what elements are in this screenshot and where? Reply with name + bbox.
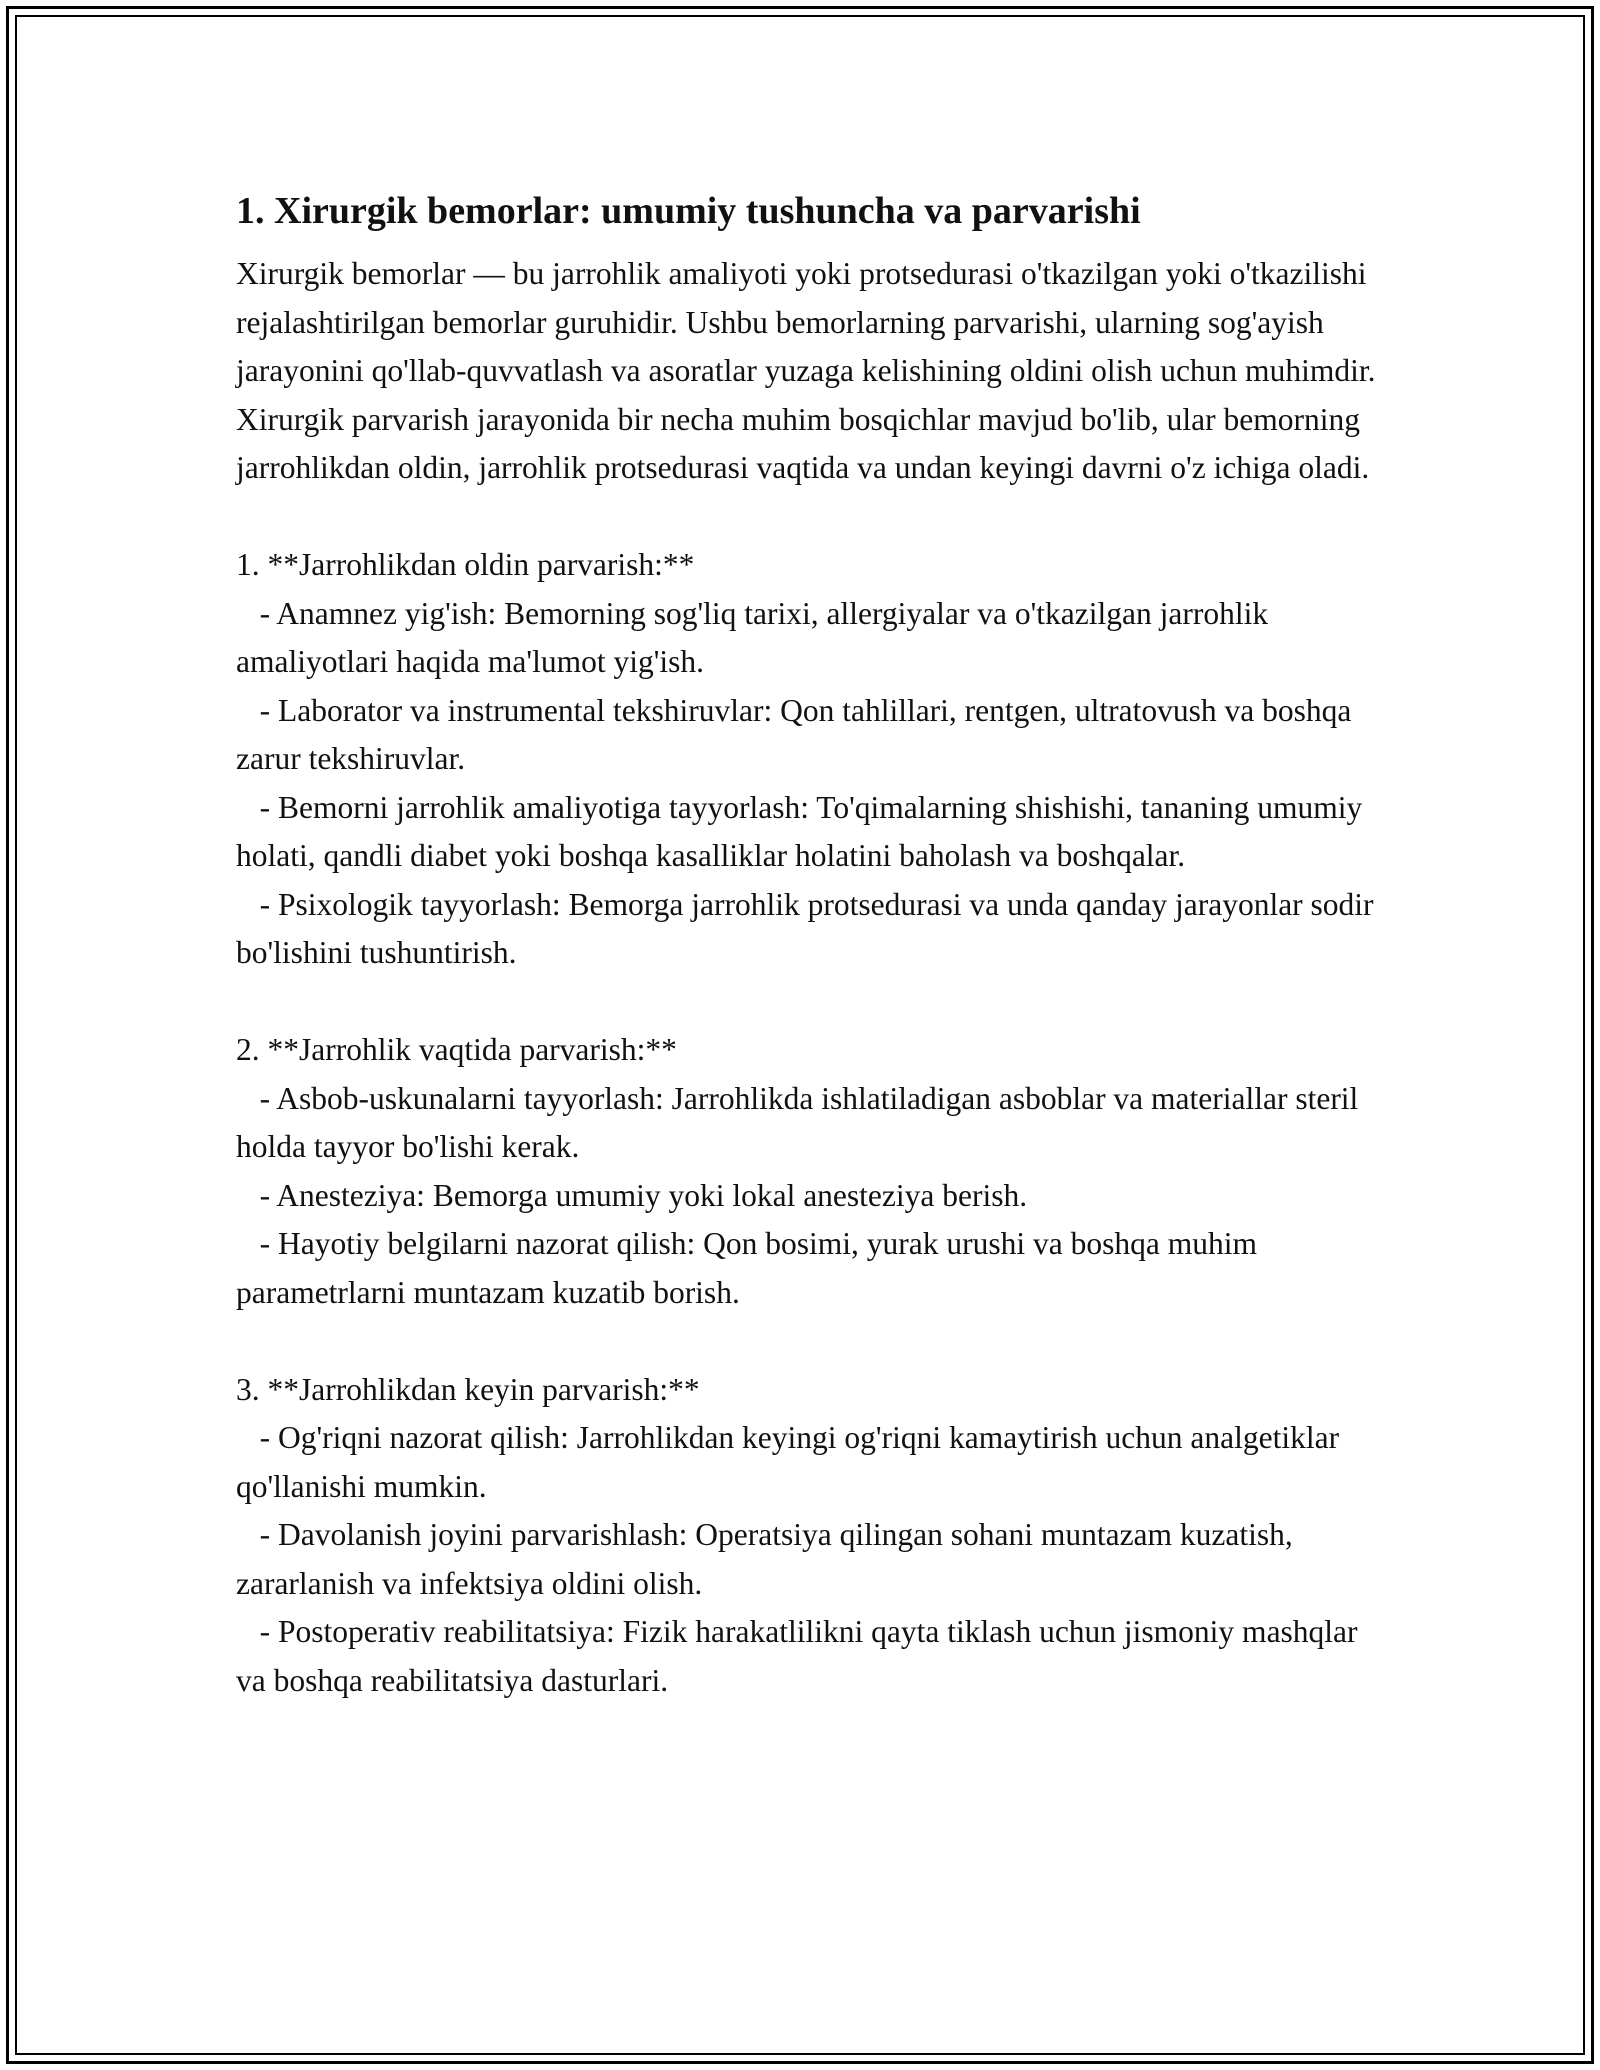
section-heading: 2. **Jarrohlik vaqtida parvarish:** bbox=[236, 1032, 677, 1067]
list-item: - Asbob-uskunalarni tayyorlash: Jarrohlikda ishlatiladigan asboblar va materiallar steril holda tayyor bo'lishi kerak. bbox=[236, 1080, 1367, 1164]
section-heading: 3. **Jarrohlikdan keyin parvarish:** bbox=[236, 1371, 700, 1407]
list-item: - Postoperativ reabilitatsiya: Fizik harakatlilikni qayta tiklash uchun jismoniy mashqlar va boshqa reabilitatsiya dasturlari. bbox=[236, 1614, 1366, 1698]
list-item: - Anamnez yig'ish: Bemorning sog'liq tarixi, allergiyalar va o'tkazilgan jarrohlik amaliyotlari haqida ma'lumot yig'ish. bbox=[236, 595, 1276, 679]
list-item: - Bemorni jarrohlik amaliyotiga tayyorlash: To'qimalarning shishishi, tananing umumiy holati, qandli diabet yoki boshqa kasalliklar holatini baholash va boshqalar. bbox=[236, 789, 1371, 873]
list-item: - Hayotiy belgilarni nazorat qilish: Qon bosimi, yurak urushi va boshqa muhim parametrlarni muntazam kuzatib borish. bbox=[236, 1226, 1265, 1310]
section-heading: 1. **Jarrohlikdan oldin parvarish:** bbox=[236, 547, 695, 582]
list-item: - Laborator va instrumental tekshiruvlar: Qon tahlillari, rentgen, ultratovush va boshqa zarur tekshiruvlar. bbox=[236, 692, 1360, 776]
document-body bbox=[236, 184, 1386, 1705]
section-preoperative bbox=[236, 541, 1386, 978]
section-postoperative bbox=[236, 1366, 1386, 1706]
intro-paragraph: Xirurgik bemorlar — bu jarrohlik amaliyoti yoki protsedurasi o'tkazilgan yoki o'tkazilishi rejalashtirilgan bemorlar guruhidir. Ushbu bemorlarning parvarishi, ularning sog'ayish jarayonini qo'llab-quvvatlash va asoratlar yuzaga kelishining oldini olish uchun muhimdir. Xirurgik parvarish jarayonida bir necha muhim bosqichlar mavjud bo'lib, ular bemorning jarrohlikdan oldin, jarrohlik protsedurasi vaqtida va undan keyingi davrni o'z ichiga oladi. bbox=[236, 256, 1384, 485]
list-item: - Og'riqni nazorat qilish: Jarrohlikdan keyingi og'riqni kamaytirish uchun analgetiklar qo'llanishi mumkin. bbox=[236, 1420, 1347, 1504]
list-item: - Psixologik tayyorlash: Bemorga jarrohlik protsedurasi va unda qanday jarayonlar sodir bo'lishini tushuntirish. bbox=[236, 886, 1382, 970]
list-item: - Davolanish joyini parvarishlash: Operatsiya qilingan sohani muntazam kuzatish, zararlanish va infektsiya oldini olish. bbox=[236, 1517, 1301, 1601]
list-item: - Anesteziya: Bemorga umumiy yoki lokal anesteziya berish. bbox=[236, 1177, 1028, 1213]
document-title: 1. Xirurgik bemorlar: umumiy tushuncha va parvarishi bbox=[236, 190, 1141, 232]
section-intraoperative bbox=[236, 1026, 1386, 1317]
